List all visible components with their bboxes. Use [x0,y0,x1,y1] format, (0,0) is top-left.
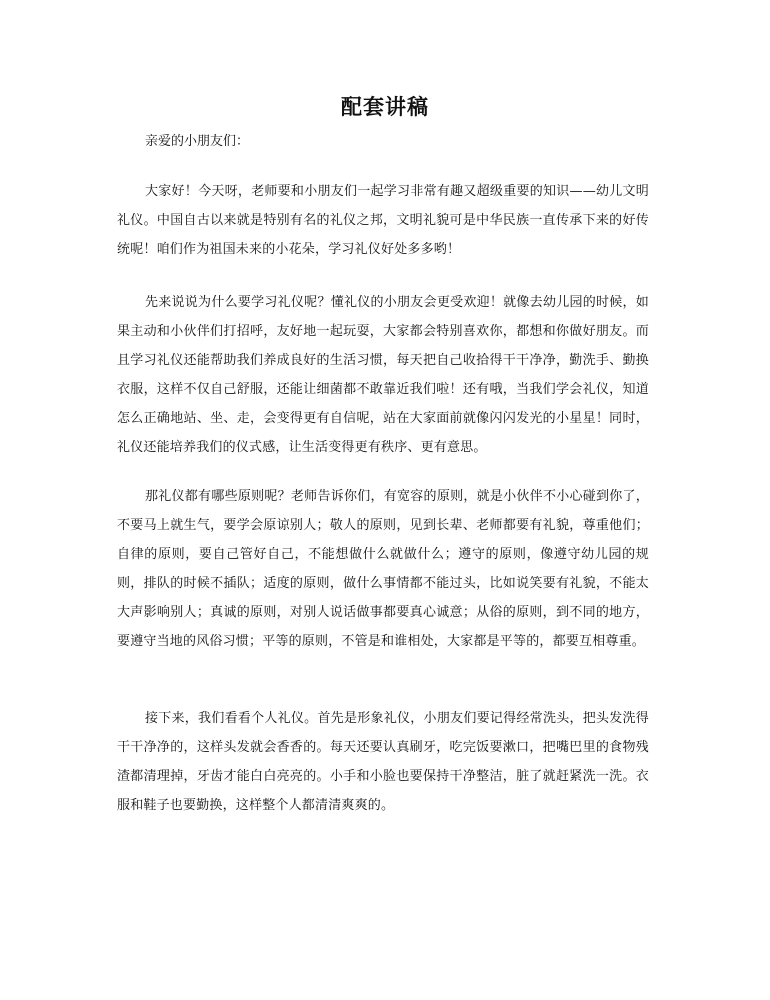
greeting-line: 亲爱的小朋友们： [145,134,250,149]
paragraph-personal-etiquette: 接下来，我们看看个人礼仪。首先是形象礼仪，小朋友们要记得经常洗头，把头发洗得干干净净的，这样头发就会香香的。每天还要认真刷牙，吃完饭要漱口，把嘴巴里的食物残渣都清理掉，牙齿才能白白亮亮的。小手和小脸也要保持干净整洁，脏了就赶紧洗一洗。衣服和鞋子也要勤换，这样整个人都清清爽爽的。 [117,711,649,813]
paragraph-intro: 大家好！今天呀，老师要和小朋友们一起学习非常有趣又超级重要的知识——幼儿文明礼仪。中国自古以来就是特别有名的礼仪之邦，文明礼貌可是中华民族一直传承下来的好传统呢！咱们作为祖国未来的小花朵，学习礼仪好处多多哟！ [117,184,649,257]
page-title: 配套讲稿 [341,94,429,119]
paragraph-why-learn: 先来说说为什么要学习礼仪呢？懂礼仪的小朋友会更受欢迎！就像去幼儿园的时候，如果主动和小伙伴们打招呼，友好地一起玩耍，大家都会特别喜欢你，都想和你做好朋友。而且学习礼仪还能帮助我们养成良好的生活习惯，每天把自己收拾得干干净净，勤洗手、勤换衣服，这样不仅自己舒服，还能让细菌都不敢靠近我们啦！还有哦，当我们学会礼仪，知道怎么正确地站、坐、走，会变得更有自信呢，站在大家面前就像闪闪发光的小星星！同时，礼仪还能培养我们的仪式感，让生活变得更有秩序、更有意思。 [117,295,649,455]
paragraph-principles: 那礼仪都有哪些原则呢？老师告诉你们，有宽容的原则，就是小伙伴不小心碰到你了，不要马上就生气，要学会原谅别人；敬人的原则，见到长辈、老师都要有礼貌，尊重他们；自律的原则，要自己管好自己，不能想做什么就做什么；遵守的原则，像遵守幼儿园的规则，排队的时候不插队；适度的原则，做什么事情都不能过头，比如说笑要有礼貌，不能太大声影响别人；真诚的原则，对别人说话做事都要真心诚意；从俗的原则，到不同的地方，要遵守当地的风俗习惯；平等的原则，不管是和谁相处，大家都是平等的，都要互相尊重。 [117,489,649,649]
